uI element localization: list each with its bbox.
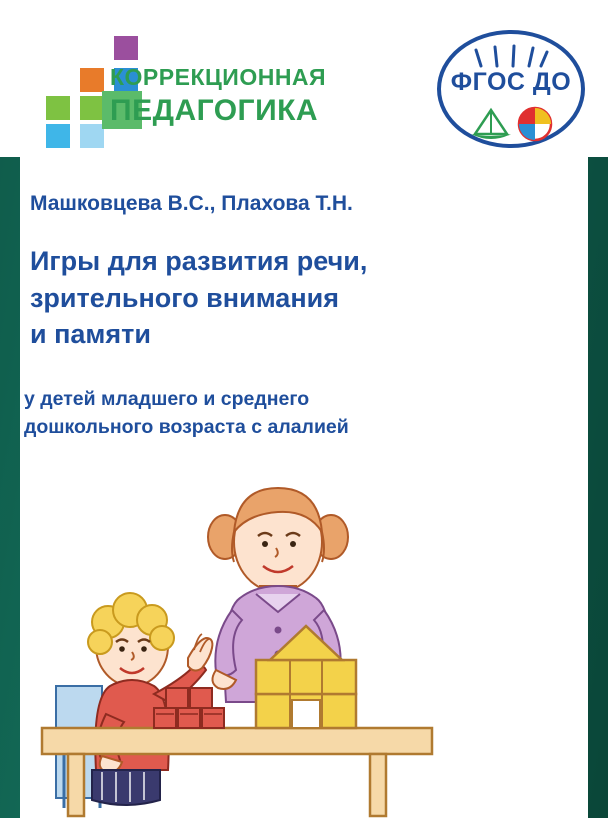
- logo-square-5: [80, 96, 104, 120]
- fgos-badge-label: ФГОС ДО: [450, 68, 572, 96]
- logo-square-2: [80, 68, 104, 92]
- logo-square-1: [114, 36, 138, 60]
- series-logo-line2: ПЕДАГОГИКА: [110, 94, 319, 127]
- book-title: [30, 243, 570, 353]
- series-logo: [38, 36, 358, 146]
- book-title-line-1: Игры для развития речи,: [30, 246, 368, 276]
- logo-square-4: [46, 96, 70, 120]
- logo-square-7: [46, 124, 70, 148]
- book-title-line-2: зрительного внимания: [30, 282, 339, 313]
- book-title-line-3: и памяти: [30, 319, 151, 350]
- logo-square-8: [80, 124, 104, 148]
- book-subtitle: [24, 385, 570, 442]
- series-logo-line1: КОРРЕКЦИОННАЯ: [110, 64, 327, 90]
- cover-illustration: [20, 470, 444, 818]
- fgos-badge: [437, 30, 585, 148]
- toys-icon: [461, 100, 561, 144]
- sun-rays-icon: [473, 44, 549, 68]
- publisher-name: ВЛАДОС: [464, 768, 580, 796]
- book-subtitle-line-1: у детей младшего и среднего: [24, 388, 310, 410]
- book-authors: Машковцева В.С., Плахова Т.Н.: [30, 192, 353, 215]
- book-subtitle-line-2: дошкольного возраста с алалией: [24, 416, 349, 439]
- publisher-logo: [452, 744, 592, 796]
